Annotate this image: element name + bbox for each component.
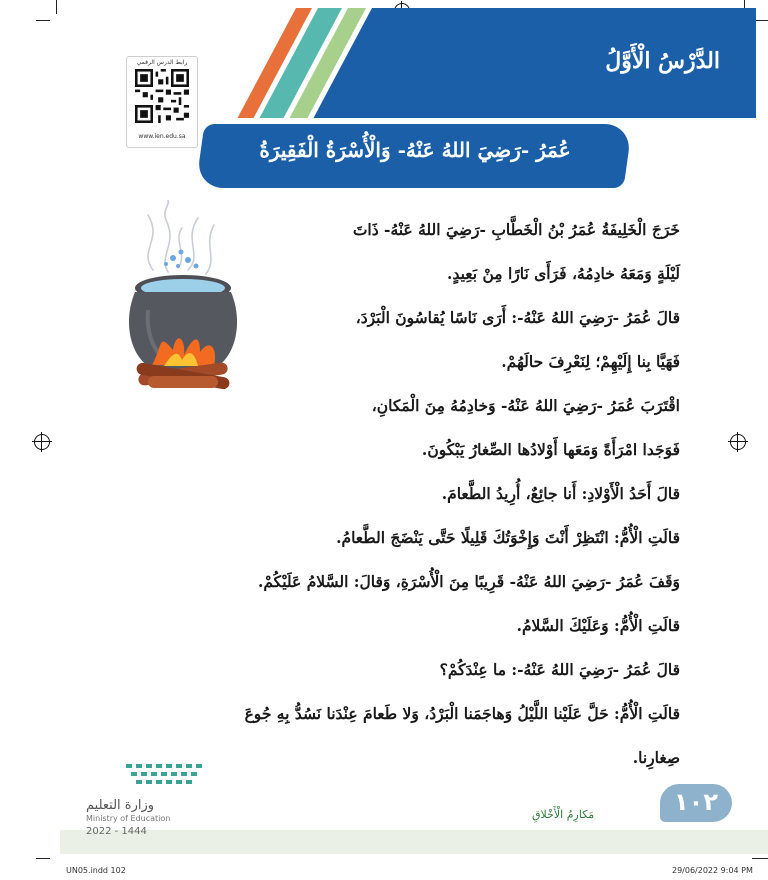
lesson-header bbox=[236, 8, 756, 118]
footer-band bbox=[60, 830, 768, 854]
ministry-name-ar: وزارة التعليم bbox=[86, 798, 155, 813]
crop-mark bbox=[36, 858, 50, 859]
crop-mark bbox=[752, 858, 768, 859]
print-slug-date: 29/06/2022 9:04 PM bbox=[672, 866, 753, 875]
qr-code-icon bbox=[135, 69, 189, 123]
story-line: قالَتِ الْأُمُّ: وَعَلَيْكَ السَّلامُ. bbox=[516, 616, 680, 635]
ministry-logo-icon bbox=[86, 760, 216, 800]
digital-lesson-qr[interactable] bbox=[126, 56, 198, 148]
story-line: صِغارِنا. bbox=[632, 748, 680, 767]
ministry-name-en: Ministry of Education bbox=[86, 814, 171, 823]
cooking-pot-icon bbox=[118, 200, 248, 410]
story-line: فَهَيَّا بِنا إِلَيْهِمْ؛ لِنَعْرِفَ حالَهُمْ. bbox=[501, 352, 680, 371]
book-name: مَكارِمُ الْأَخْلاقِ bbox=[532, 808, 595, 821]
registration-mark-icon bbox=[34, 434, 50, 450]
story-line: قالَ عُمَرُ -رَضِيَ اللهُ عَنْهُ-: أَرَى نَاسًا يُقاسُونَ الْبَرْدَ، bbox=[355, 308, 680, 327]
story-line: وَقَفَ عُمَرُ -رَضِيَ اللهُ عَنْهُ- قَرِيبًا مِنَ الْأُسْرَةِ، وَقالَ: السَّلامُ عَلَيْكُمْ. bbox=[257, 572, 680, 591]
story-line: لَيْلَةٍ وَمَعَهُ خادِمُهُ، فَرَأَى نَارًا مِنْ بَعِيدٍ. bbox=[447, 264, 680, 283]
qr-caption: رابط الدرس الرقمي bbox=[136, 59, 188, 66]
story-line: قالَتِ الْأُمُّ: حَلَّ عَلَيْنا اللَّيْلُ وَهاجَمَنا الْبَرْدُ، وَلا طَعامَ عِنْدَنا نَسُدُّ بِهِ جُوعَ bbox=[244, 704, 680, 723]
story-line: قالَ أَحَدُ الْأَوْلادِ: أَنا جائِعٌ، أُرِيدُ الطَّعامَ. bbox=[441, 484, 680, 503]
story-title: عُمَرُ -رَضِيَ اللهُ عَنْهُ- وَالْأُسْرَةُ الْفَقِيرَةُ bbox=[259, 138, 571, 162]
story-line: قالَ عُمَرُ -رَضِيَ اللهُ عَنْهُ-: ما عِنْدَكُمْ؟ bbox=[439, 660, 680, 679]
story-line: قالَتِ الْأُمُّ: انْتَظِرْ أَنْتَ وَإِخْوَتُكَ قَلِيلًا حَتَّى يَنْضَجَ الطَّعامُ. bbox=[336, 528, 680, 547]
story-line: خَرَجَ الْخَلِيفَةُ عُمَرُ بْنُ الْخَطَّابِ -رَضِيَ اللهُ عَنْهُ- ذَاتَ bbox=[352, 220, 680, 239]
edition-year: 2022 - 1444 bbox=[86, 826, 147, 837]
page-number: ١٠٢ bbox=[674, 788, 718, 816]
story-line: اقْتَرَبَ عُمَرُ -رَضِيَ اللهُ عَنْهُ- وَخادِمُهُ مِنَ الْمَكانِ، bbox=[371, 396, 680, 415]
qr-url[interactable]: www.ien.edu.sa bbox=[138, 133, 186, 140]
print-slug-file: UN05.indd 102 bbox=[66, 866, 126, 875]
lesson-title: الدَّرْسُ الْأَوَّلُ bbox=[605, 48, 720, 74]
crop-mark bbox=[36, 20, 50, 21]
registration-mark-icon bbox=[730, 434, 746, 450]
story-line: فَوَجَدا امْرَأَةً وَمَعَها أَوْلادُها الصِّغارُ يَبْكُونَ. bbox=[421, 440, 680, 459]
crop-mark bbox=[56, 0, 57, 14]
